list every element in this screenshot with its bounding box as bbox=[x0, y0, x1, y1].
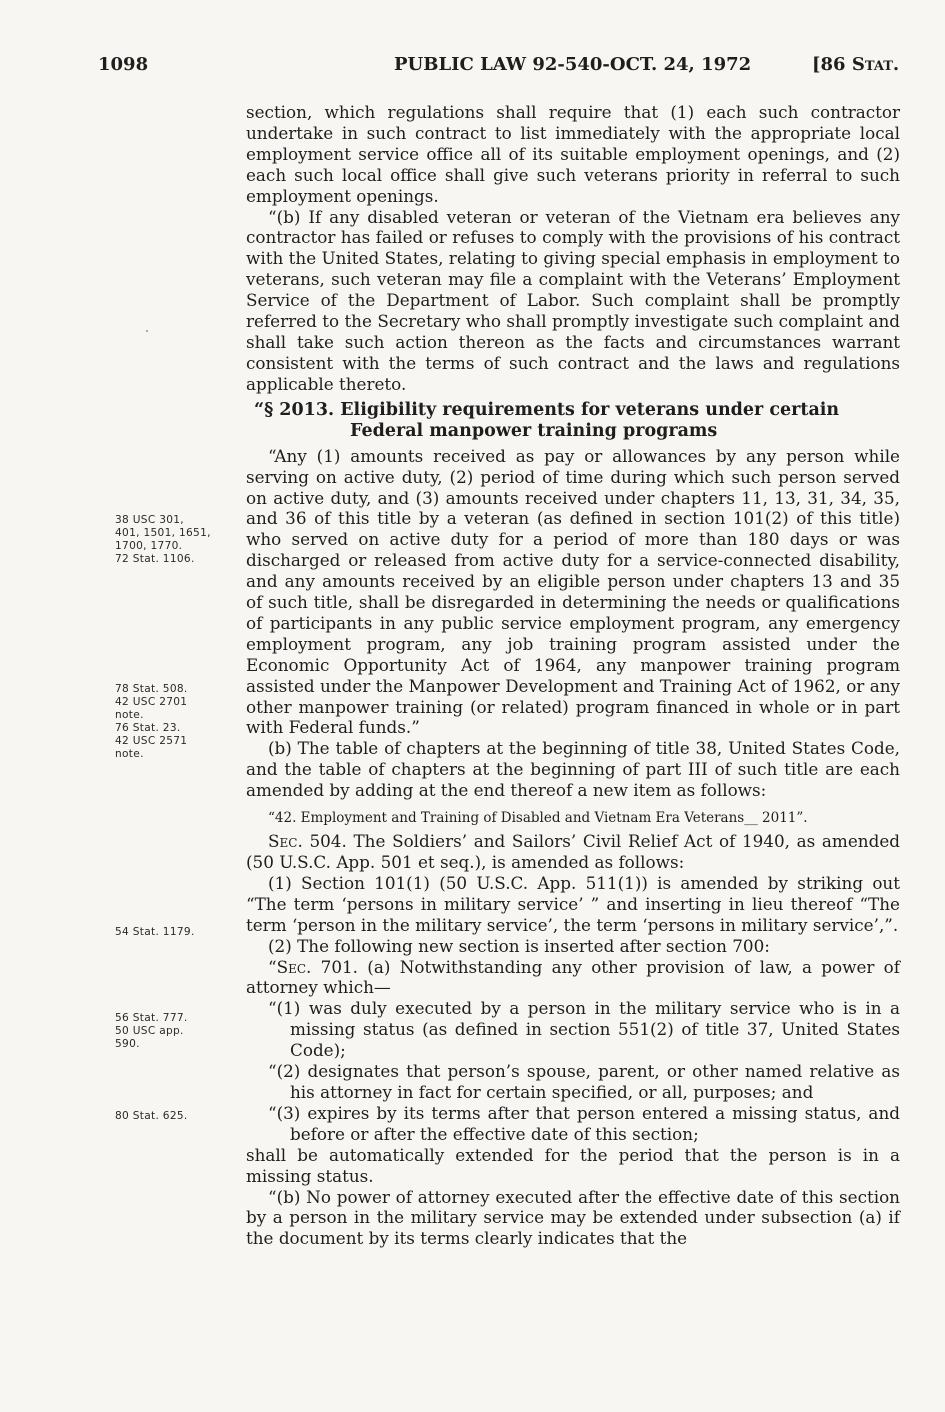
body-text bbox=[246, 102, 900, 1249]
sec-504-label: Sec. bbox=[268, 831, 303, 852]
clause-1: “(1) was duly executed by a person in the military service who is in a missing status (as defined in section 551(2) of title 37, United States Code); bbox=[268, 998, 900, 1061]
section-2013-heading: “§ 2013. Eligibility requirements for veterans under certain Federal manpower training programs bbox=[254, 399, 840, 441]
running-title: PUBLIC LAW 92-540-OCT. 24, 1972 bbox=[394, 54, 752, 75]
chapter-42-item: “42. Employment and Training of Disabled and Vietnam Era Veterans__ 2011”. bbox=[268, 810, 808, 827]
paragraph-complaint: “(b) If any disabled veteran or veteran of the Vietnam era believes any contractor has failed or refuses to comply with the provisions of his contract with the United States, relating to giving special emphasis in employment to veterans, such veteran may file a complaint with the Veterans’ Employment Service of the Department of Labor. Such complaint shall be promptly referred to the Secretary who shall promptly investigate such complaint and shall take such action thereon as the facts and circumstances warrant consistent with the terms of such contract and the laws and regulations applicable thereto. bbox=[246, 206, 900, 394]
statute-reference bbox=[812, 54, 899, 75]
margin-note-78-stat-508: 78 Stat. 508. 42 USC 2701 note. 76 Stat. 23. 42 USC 2571 note. bbox=[115, 683, 188, 760]
paragraph-sec-504 bbox=[246, 831, 900, 873]
paragraph-eligibility: “Any (1) amounts received as pay or allowances by any person while serving on active duty, (2) period of time during which such person served on active duty, and (3) amounts received under chapters 11, 13, 31, 34, 35, and 36 of this title by a veteran (as defined in section 101(2) of this title) who served on active duty for a period of more than 180 days or was discharged or released from active duty for a service-connected disability, and any amounts received by an eligible person under chapters 13 and 35 of such title, shall be disregarded in determining the needs or qualifications of participants in any public service employment program, any emergency employment program, any job training program assisted under the Economic Opportunity Act of 1964, any manpower training program assisted under the Manpower Development and Training Act of 1962, or any other manpower training (or related) program financed in whole or in part with Federal funds.” bbox=[246, 445, 900, 738]
paragraph-subsection-b: “(b) No power of attorney executed after the effective date of this section by a person in the military service may be extended under subsection (a) if the document by its terms clearly indicates that the bbox=[246, 1186, 900, 1249]
paragraph-table-of-chapters: (b) The table of chapters at the beginning of title 38, United States Code, and the table of chapters at the beginning of part III of such title are each amended by adding at the end thereof a new item as follows: bbox=[246, 738, 900, 801]
paragraph-regulations: section, which regulations shall require that (1) each such contractor undertake in such contract to list immediately with the appropriate local employment service office all of its suitable employment openings, and (2) each such local office shall give such veterans priority in referral to such employment openings. bbox=[246, 102, 900, 206]
clause-2: “(2) designates that person’s spouse, parent, or other named relative as his attorney in fact for certain specified, or all, purposes; and bbox=[268, 1061, 900, 1102]
margin-note-80-stat-625: 80 Stat. 625. bbox=[115, 1110, 188, 1122]
clause-3: “(3) expires by its terms after that person entered a missing status, and before or after the effective date of this section; bbox=[268, 1102, 900, 1144]
sec-701-label: “Sec. bbox=[268, 956, 312, 977]
page-number: 1098 bbox=[98, 54, 149, 75]
margin-note-38-usc-301: 38 USC 301, 401, 1501, 1651, 1700, 1770. 72 Stat. 1106. bbox=[115, 514, 211, 565]
sec-701-text: 701. (a) Notwithstanding any other provision of law, a power of attorney which— bbox=[246, 956, 900, 998]
margin-dot bbox=[146, 330, 148, 332]
paragraph-automatic-extension: shall be automatically extended for the period that the person is in a missing status. bbox=[246, 1144, 900, 1186]
paragraph-sec-701 bbox=[246, 957, 900, 999]
paragraph-amendment-1: (1) Section 101(1) (50 U.S.C. App. 511(1)) is amended by striking out “The term ‘persons in military service’ ” and inserting in lieu thereof “The term ‘person in the military service’, the term ‘persons in military service’,”. bbox=[246, 872, 900, 935]
paragraph-amendment-2: (2) The following new section is inserted after section 700: bbox=[268, 935, 770, 956]
sec-504-text: 504. The Soldiers’ and Sailors’ Civil Relief Act of 1940, as amended (50 U.S.C. App. 501 et seq.), is amended as follows: bbox=[246, 831, 900, 872]
margin-note-56-stat-777: 56 Stat. 777. 50 USC app. 590. bbox=[115, 1012, 188, 1050]
margin-notes bbox=[0, 0, 240, 1412]
statute-word: Stat. bbox=[851, 54, 900, 75]
statute-volume: [86 bbox=[812, 54, 846, 75]
margin-note-54-stat-1179: 54 Stat. 1179. bbox=[115, 926, 195, 938]
